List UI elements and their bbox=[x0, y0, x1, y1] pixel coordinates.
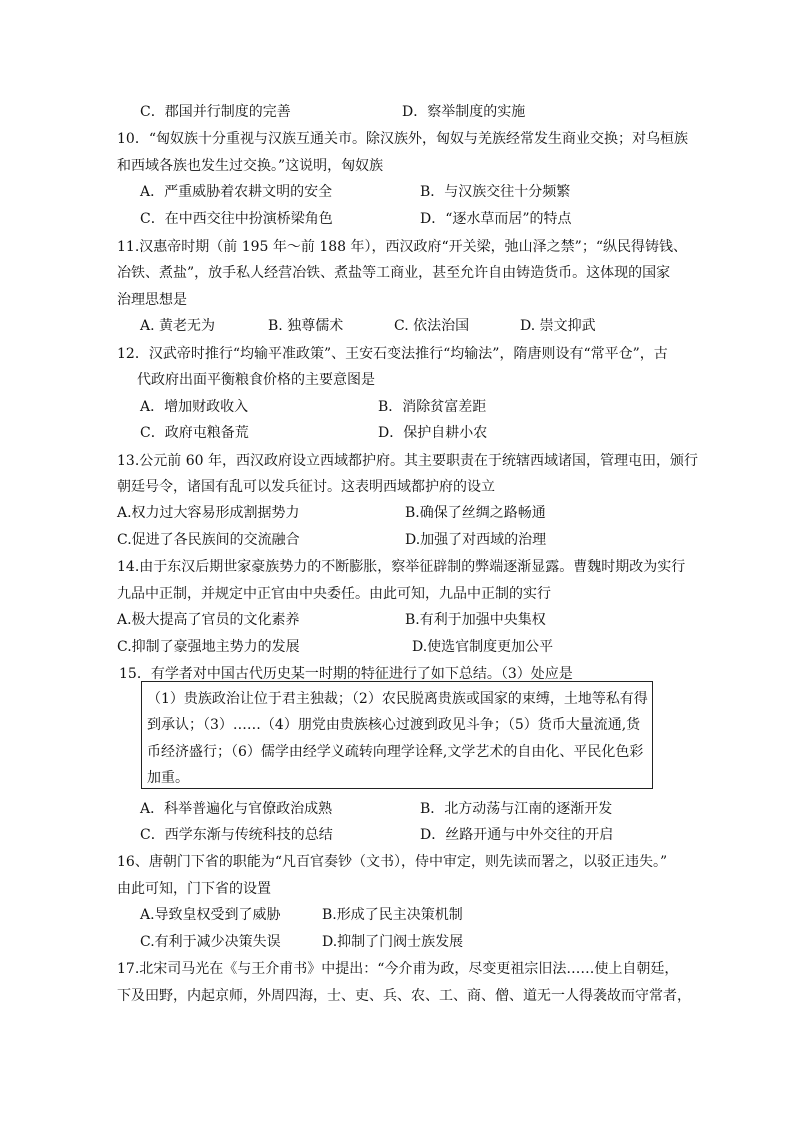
text-line: 九品中正制，并规定中正官由中央委任。由此可知，九品中正制的实行 bbox=[117, 586, 551, 602]
text-line: C．在中西交往中扮演桥梁角色 bbox=[140, 211, 333, 227]
text-line: 冶铁、煮盐”，放手私人经营冶铁、煮盐等工商业，甚至允许自由铸造货币。这体现的国家 bbox=[117, 265, 671, 281]
text-line: 朝廷号令，诸国有乱可以发兵征讨。这表明西域都护府的设立 bbox=[117, 479, 495, 495]
text-line: 下及田野，内起京师，外周四海，士、吏、兵、农、工、商、僧、道无一人得袭故而守常者， bbox=[117, 988, 691, 1004]
text-line: 15．有学者对中国古代历史某一时期的特征进行了如下总结。（3）处应是 bbox=[119, 666, 573, 682]
text-line: 和西域各族也发生过交换。”这说明，匈奴族 bbox=[117, 158, 384, 174]
text-line: C. 依法治国 bbox=[394, 318, 470, 334]
text-line: A.导致皇权受到了威胁 bbox=[140, 907, 281, 923]
text-line: C．西学东渐与传统科技的总结 bbox=[140, 827, 333, 843]
text-line: D．察举制度的实施 bbox=[402, 104, 526, 120]
text-line: A.极大提高了官员的文化素养 bbox=[117, 612, 300, 628]
text-line: C.有利于减少决策失误 bbox=[140, 934, 281, 950]
text-line: A. 黄老无为 bbox=[140, 318, 216, 334]
text-line: D. 崇文抑武 bbox=[520, 318, 596, 334]
quote-box bbox=[141, 681, 653, 789]
text-line: B．北方动荡与江南的逐渐开发 bbox=[420, 801, 613, 817]
text-line: C．政府屯粮备荒 bbox=[140, 425, 249, 441]
text-line: B．与汉族交往十分频繁 bbox=[420, 184, 571, 200]
text-line: 17.北宋司马光在《与王介甫书》中提出：“今介甫为政，尽变更祖宗旧法……使上自朝廷， bbox=[117, 961, 679, 977]
text-line: D.抑制了门阀士族发展 bbox=[322, 934, 464, 950]
text-line: B．消除贫富差距 bbox=[378, 399, 487, 415]
text-line: 11.汉惠帝时期（前 195 年～前 188 年），西汉政府“开关梁，弛山泽之禁”；“纵民得铸钱、 bbox=[117, 239, 687, 255]
text-line: A.权力过大容易形成割据势力 bbox=[117, 505, 300, 521]
text-line: 代政府出面平衡粮食价格的主要意图是 bbox=[137, 372, 375, 388]
text-line: B.确保了丝绸之路畅通 bbox=[405, 505, 546, 521]
text-line: C．郡国并行制度的完善 bbox=[140, 104, 291, 120]
text-line: 治理思想是 bbox=[117, 292, 187, 308]
text-line: 16、唐朝门下省的职能为“凡百官奏钞（文书），侍中审定，则先读而署之，以驳正违失。” bbox=[117, 854, 668, 870]
text-line: B.有利于加强中央集权 bbox=[405, 612, 546, 628]
text-line: 10．“匈奴族十分重视与汉族互通关市。除汉族外，匈奴与羌族经常发生商业交换；对乌桓族 bbox=[117, 131, 688, 147]
text-line: 13.公元前 60 年，西汉政府设立西域都护府。其主要职责在于统辖西域诸国，管理屯田，颁行 bbox=[117, 453, 698, 469]
text-line: B. 独尊儒术 bbox=[268, 318, 344, 334]
text-line: 12．汉武帝时推行“均输平准政策”、王安石变法推行“均输法”，隋唐则设有“常平仓”，古 bbox=[117, 346, 668, 362]
text-line: D．丝路开通与中外交往的开启 bbox=[420, 827, 614, 843]
text-line: D．“逐水草而居”的特点 bbox=[420, 211, 572, 227]
text-line: D.加强了对西域的治理 bbox=[405, 532, 547, 548]
text-line: A．严重威胁着农耕文明的安全 bbox=[140, 184, 333, 200]
quote-line: 币经济盛行；（6）儒学由经学义疏转向理学诠释,文学艺术的自由化、平民化色彩 bbox=[147, 744, 644, 760]
text-line: 由此可知，门下省的设置 bbox=[117, 881, 271, 897]
text-line: C.抑制了豪强地主势力的发展 bbox=[117, 639, 300, 655]
text-line: C.促进了各民族间的交流融合 bbox=[117, 532, 300, 548]
quote-line: 加重。 bbox=[147, 770, 189, 786]
text-line: A．增加财政收入 bbox=[140, 399, 249, 415]
quote-line: 到承认；（3）……（4）朋党由贵族核心过渡到政见斗争；（5）货币大量流通,货 bbox=[147, 717, 641, 733]
quote-line: （1）贵族政治让位于君主独裁；（2）农民脱离贵族或国家的束缚，土地等私有得 bbox=[147, 691, 648, 707]
text-line: D．保护自耕小农 bbox=[378, 425, 488, 441]
text-line: D.使选官制度更加公平 bbox=[412, 639, 554, 655]
text-line: A．科举普遍化与官僚政治成熟 bbox=[140, 801, 333, 817]
text-line: 14.由于东汉后期世家豪族势力的不断膨胀，察举征辟制的弊端逐渐显露。曹魏时期改为实行 bbox=[117, 559, 686, 575]
text-line: B.形成了民主决策机制 bbox=[322, 907, 463, 923]
